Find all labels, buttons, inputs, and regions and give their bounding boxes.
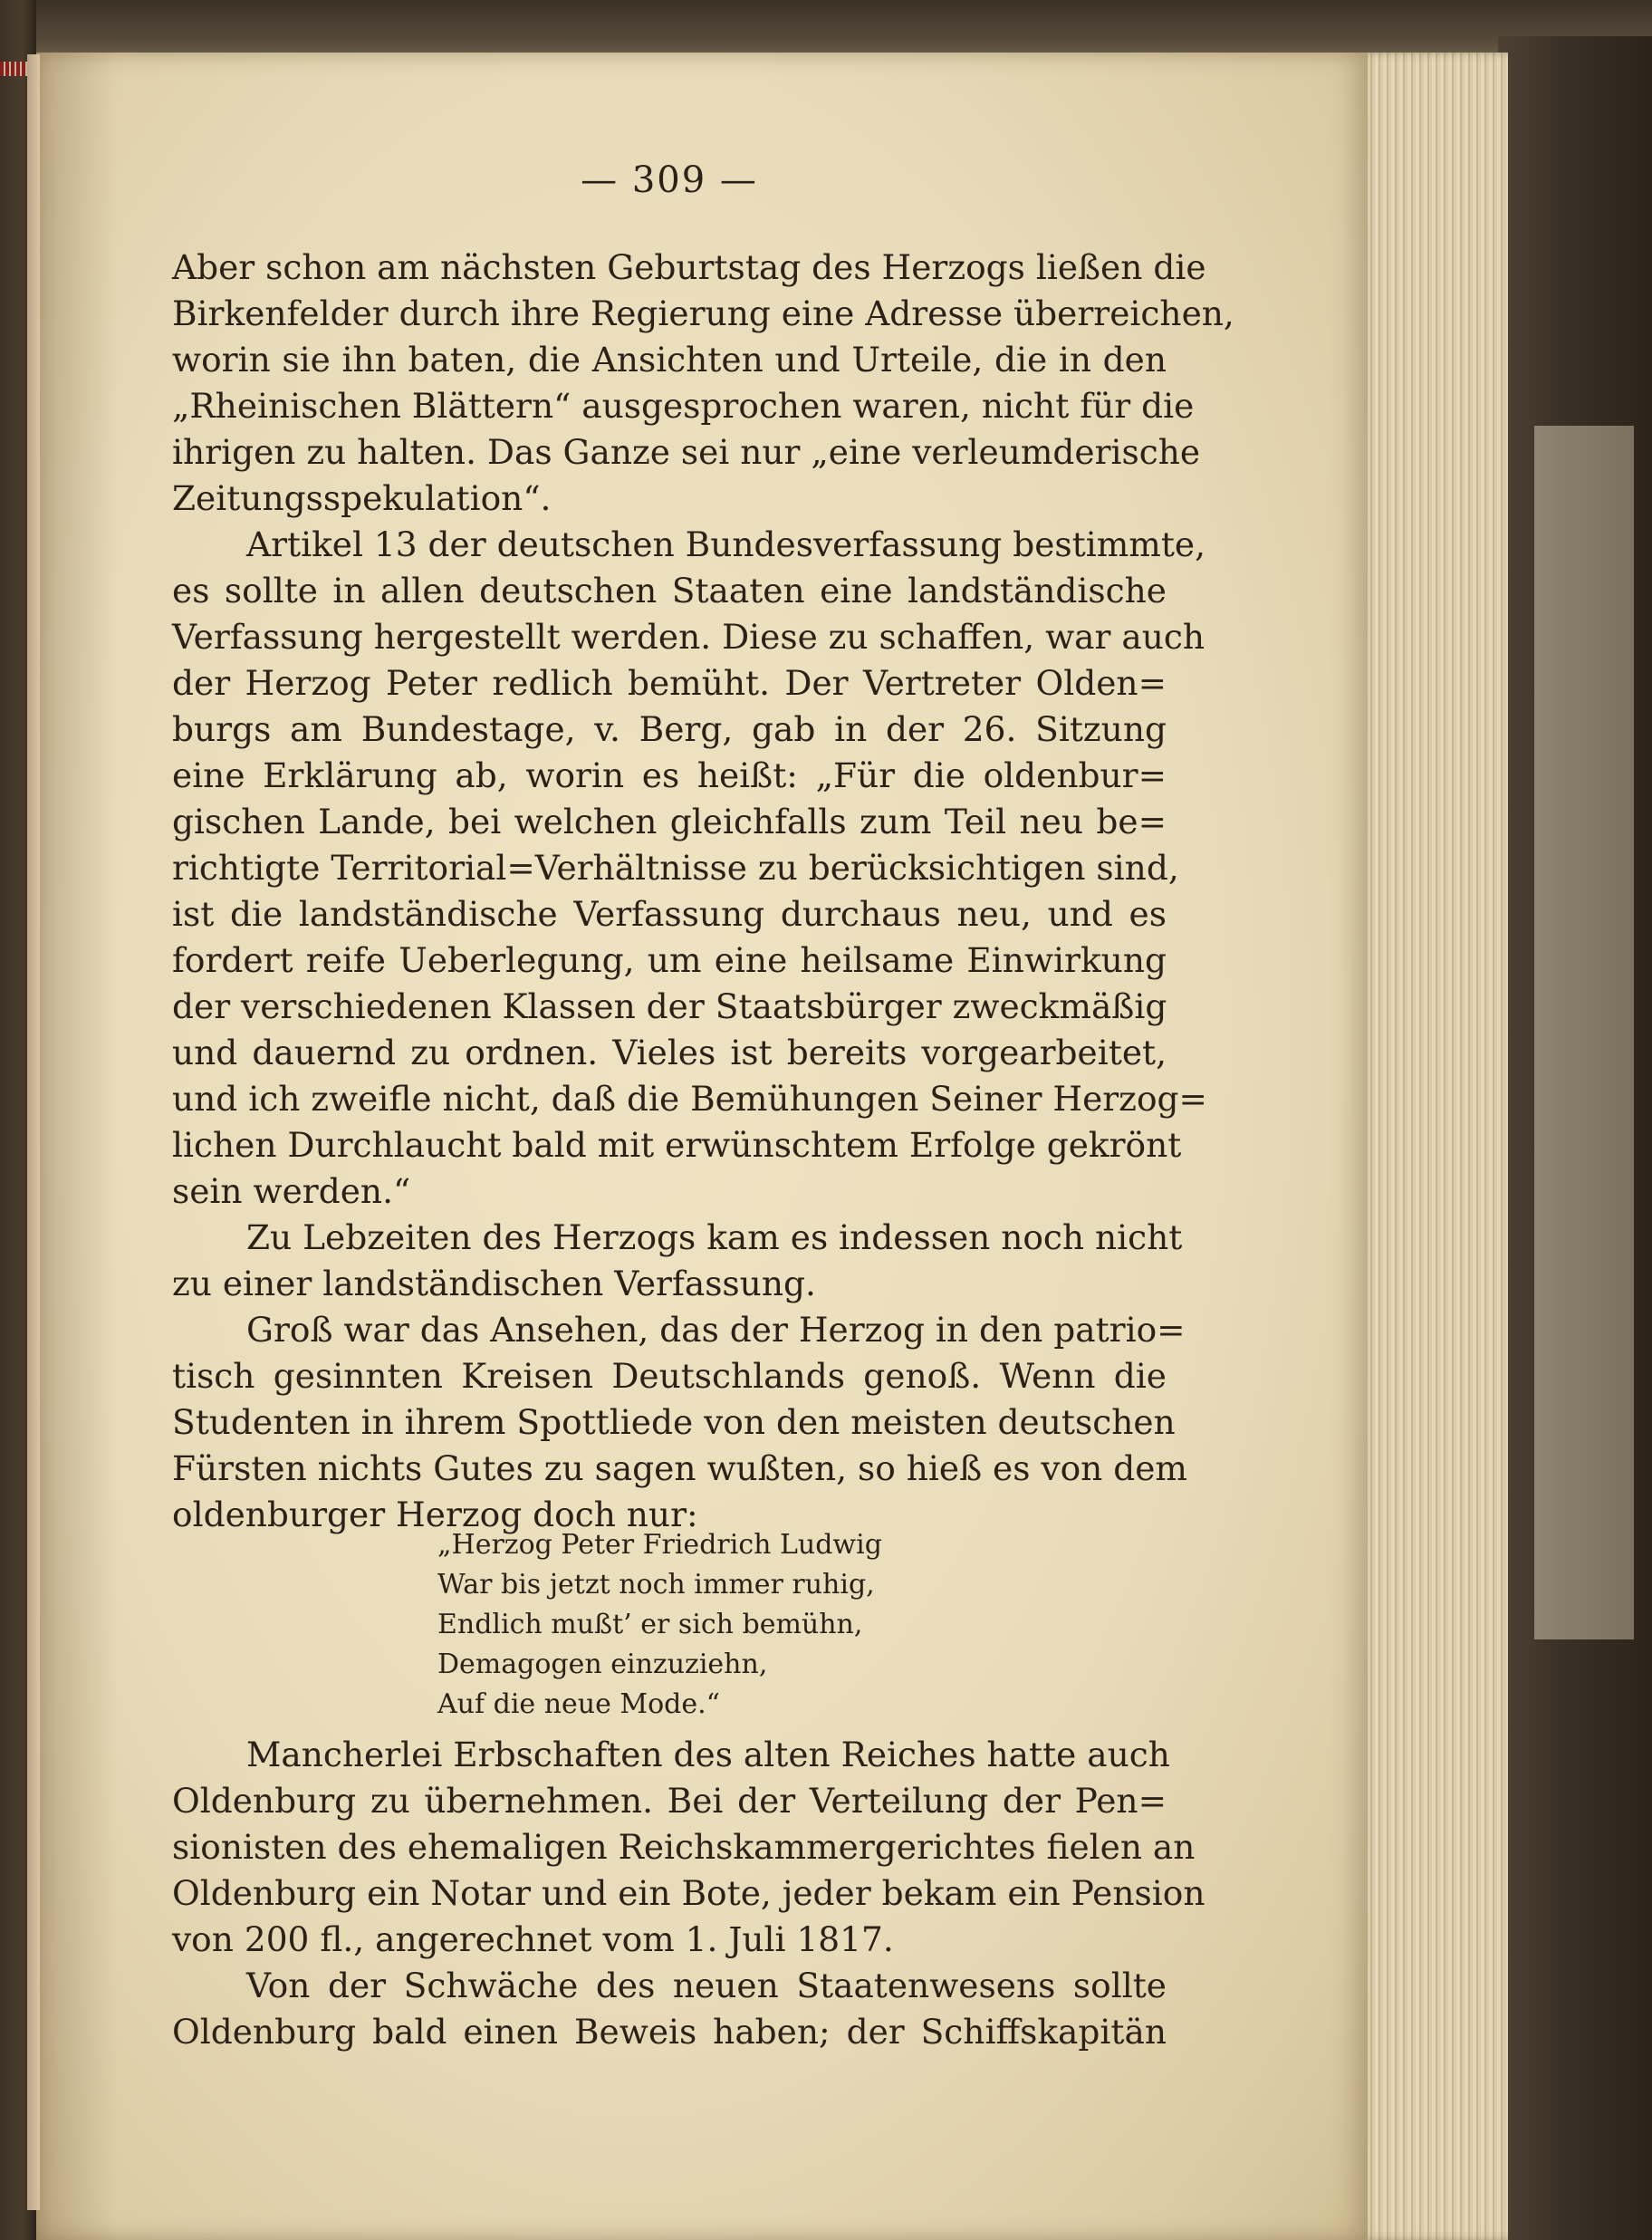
text-line: und dauernd zu ordnen. Vieles ist bereits vorgearbeitet, [172, 1033, 1167, 1072]
text-line: Birkenfelder durch ihre Regierung eine Adresse überreichen, [172, 293, 1234, 333]
text-line: ihrigen zu halten. Das Ganze sei nur „eine verleumderische [172, 432, 1201, 472]
text-line: „Rheinischen Blättern“ ausgesprochen waren, nicht für die [172, 386, 1195, 426]
text-line: sionisten des ehemaligen Reichskammergerichtes fielen an [172, 1827, 1196, 1867]
text-line: der verschiedenen Klassen der Staatsbürger zweckmäßig [172, 986, 1167, 1026]
page-number: — 309 — [581, 159, 758, 201]
gutter-shadow [36, 53, 118, 2240]
text-line: richtigte Territorial=Verhältnisse zu berücksichtigen sind, [172, 848, 1179, 888]
text-line: Studenten in ihrem Spottliede von den meisten deutschen [172, 1402, 1176, 1442]
verse-line: „Herzog Peter Friedrich Ludwig [437, 1529, 882, 1561]
text-line: und ich zweifle nicht, daß die Bemühungen Seiner Herzog= [172, 1079, 1207, 1119]
text-line: Aber schon am nächsten Geburtstag des Herzogs ließen die [172, 247, 1206, 287]
text-line: ist die landständische Verfassung durchaus neu, und es [172, 894, 1167, 934]
text-line: Oldenburg zu übernehmen. Bei der Verteilung der Pen= [172, 1781, 1167, 1821]
text-line: eine Erklärung ab, worin es heißt: „Für die oldenbur= [172, 755, 1167, 795]
text-line: Mancherlei Erbschaften des alten Reiches hatte auch [246, 1735, 1170, 1774]
top-binding [0, 0, 1652, 56]
text-line: Fürsten nichts Gutes zu sagen wußten, so hieß es von dem [172, 1448, 1187, 1488]
text-line: Verfassung hergestellt werden. Diese zu schaffen, war auch [172, 617, 1205, 657]
verse-line: Demagogen einzuziehn, [437, 1649, 768, 1680]
text-line: gischen Lande, bei welchen gleichfalls zum Teil neu be= [172, 802, 1167, 841]
text-line: fordert reife Ueberlegung, um eine heilsame Einwirkung [172, 940, 1167, 980]
previous-page-edge [27, 54, 40, 2210]
text-line: sein werden.“ [172, 1171, 411, 1211]
verse-line: Endlich mußt’ er sich bemühn, [437, 1609, 863, 1640]
page-edges [1359, 53, 1508, 2240]
text-line: Oldenburg bald einen Beweis haben; der Schiffskapitän [172, 2012, 1167, 2052]
verse-line: Auf die neue Mode.“ [437, 1688, 721, 1720]
text-line: Von der Schwäche des neuen Staatenwesens sollte [246, 1966, 1167, 2005]
text-line: der Herzog Peter redlich bemüht. Der Vertreter Olden= [172, 663, 1167, 703]
text-line: oldenburger Herzog doch nur: [172, 1495, 698, 1534]
text-line: Zeitungsspekulation“. [172, 478, 552, 518]
text-line: tisch gesinnten Kreisen Deutschlands genoß. Wenn die [172, 1356, 1167, 1396]
text-line: es sollte in allen deutschen Staaten eine landständische [172, 571, 1167, 610]
verse-line: War bis jetzt noch immer ruhig, [437, 1569, 875, 1601]
text-line: Oldenburg ein Notar und ein Bote, jeder bekam ein Pension [172, 1873, 1205, 1913]
text-line: burgs am Bundestage, v. Berg, gab in der 26. Sitzung [172, 709, 1167, 749]
text-line: Groß war das Ansehen, das der Herzog in den patrio= [246, 1310, 1186, 1350]
text-line: von 200 fl., angerechnet vom 1. Juli 1817. [172, 1919, 894, 1959]
headband-thread [0, 62, 27, 76]
text-line: Zu Lebzeiten des Herzogs kam es indessen noch nicht [246, 1217, 1183, 1257]
text-line: zu einer landständischen Verfassung. [172, 1264, 816, 1303]
text-line: Artikel 13 der deutschen Bundesverfassung bestimmte, [246, 524, 1206, 564]
cover-corner [1534, 426, 1634, 1639]
text-line: lichen Durchlaucht bald mit erwünschtem Erfolge gekrönt [172, 1125, 1182, 1165]
text-line: worin sie ihn baten, die Ansichten und Urteile, die in den [172, 340, 1167, 380]
